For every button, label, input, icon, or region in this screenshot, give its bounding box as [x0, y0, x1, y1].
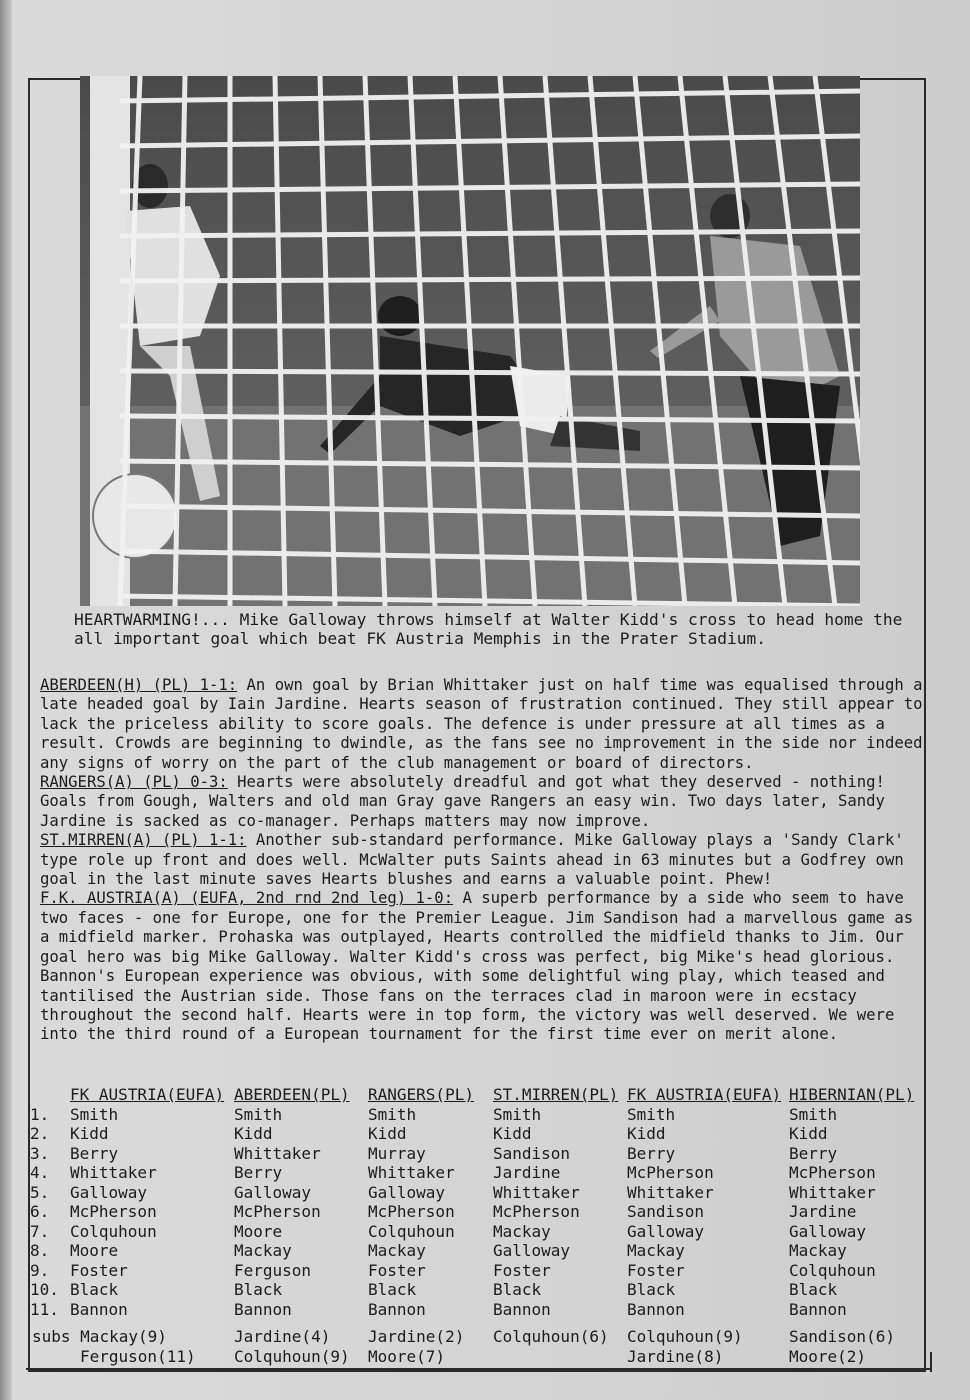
- bottom-border: [26, 1368, 932, 1370]
- player-name: Bannon: [368, 1299, 426, 1319]
- subs-label: subs: [32, 1327, 81, 1346]
- player-name: Mackay: [789, 1241, 847, 1260]
- subs-block: [368, 1327, 464, 1367]
- player-name: McPherson: [493, 1202, 580, 1221]
- player-name: McPherson: [789, 1163, 876, 1182]
- subs-block: [234, 1327, 350, 1367]
- match-reports: [40, 676, 930, 1045]
- player-name: Black: [789, 1280, 838, 1299]
- report-text: A superb performance by a side who seem to have two faces - one for Europe, one for the Premier League. Jim Sandison had a marvellous game as a midfield marker. Prohaska was outplayed, Hearts controlled the midfield thanks to Jim. Our goal hero was big Mike Galloway. Walter Kidd's cross was perfect, big Mike's head glorious. Bannon's European experience was obvious, with some delightful wing play, which teased and tantilised the Austrian side. Those fans on the terraces clad in maroon were in ecstacy throughout the second half. Hearts were in top form, the victory was well deserved. We were into the third round of a European tournament for the first time ever on merit alone.: [40, 889, 914, 1044]
- row-number: 5.: [30, 1182, 50, 1202]
- player-name: Jardine: [493, 1163, 561, 1182]
- player-name: Bannon: [493, 1299, 551, 1319]
- substitute: Colquhoun(6): [493, 1327, 609, 1346]
- substitute: Colquhoun(9): [627, 1327, 743, 1346]
- row-numbers: [30, 1085, 59, 1319]
- player-name: Foster: [70, 1260, 128, 1280]
- lineup-column: [70, 1085, 224, 1319]
- report-text: Hearts were absolutely dreadful and got what they deserved - nothing! Goals from Gough, Walters and old man Gray gave Rangers an easy win. Two days later, Sandy Jardine is sacked as co-manager. Perhaps matters may now improve.: [40, 773, 885, 830]
- player-name: Galloway: [627, 1221, 705, 1241]
- player-name: Colquhoun: [70, 1221, 157, 1241]
- report-text: An own goal by Brian Whittaker just on half time was equalised through a late headed goal by Iain Jardine. Hearts season of frustration continued. They still appear to lack the priceless ability to score goals. The defence is under pressure at all times as a result. Crowds are beginning to dwindle, as the fans see no improvement in the side nor indeed any signs of worry on the part of the club management or board of directors.: [40, 676, 923, 772]
- football-goal-photo: [80, 76, 860, 606]
- player-name: Sandison: [627, 1202, 705, 1221]
- player-name: Whittaker: [234, 1143, 321, 1163]
- player-name: Black: [627, 1280, 676, 1299]
- subs-block: [627, 1327, 743, 1367]
- substitute: Moore(7): [368, 1347, 446, 1366]
- player-name: Kidd: [493, 1124, 532, 1143]
- row-number: 11.: [30, 1299, 59, 1319]
- page-spine: [0, 0, 12, 1400]
- player-name: Murray: [368, 1143, 426, 1163]
- lineup-header: RANGERS(PL): [368, 1085, 474, 1104]
- substitute: Mackay(9): [80, 1327, 167, 1346]
- report-st-mirren: [40, 831, 930, 889]
- report-fk-austria: [40, 889, 930, 1044]
- substitute: Moore(2): [789, 1347, 867, 1366]
- row-number: 3.: [30, 1143, 50, 1163]
- row-number: 1.: [30, 1104, 50, 1124]
- player-name: Moore: [70, 1241, 119, 1260]
- lineup-header: FK AUSTRIA(EUFA): [70, 1085, 225, 1104]
- header-spacer: [30, 1085, 59, 1105]
- lineup-header: HIBERNIAN(PL): [789, 1085, 915, 1104]
- player-name: Galloway: [234, 1182, 312, 1202]
- player-name: Black: [234, 1280, 283, 1299]
- player-name: Mackay: [627, 1241, 685, 1260]
- player-name: Colquhoun: [789, 1260, 876, 1280]
- player-name: Berry: [234, 1163, 283, 1182]
- report-heading: F.K. AUSTRIA(A) (EUFA, 2nd rnd 2nd leg) 1-0:: [40, 889, 454, 908]
- player-name: Mackay: [234, 1241, 292, 1260]
- photo-caption: HEARTWARMING!... Mike Galloway throws himself at Walter Kidd's cross to head home the all important goal which beat FK Austria Memphis in the Prater Stadium.: [74, 610, 903, 648]
- substitute: Jardine(4): [234, 1327, 331, 1346]
- player-name: Kidd: [627, 1124, 666, 1143]
- lineup-column: [234, 1085, 350, 1319]
- player-name: Galloway: [368, 1182, 446, 1202]
- player-name: Ferguson: [234, 1260, 312, 1280]
- lineup-header: FK AUSTRIA(EUFA): [627, 1085, 782, 1104]
- player-name: McPherson: [234, 1202, 321, 1221]
- player-name: Berry: [627, 1143, 676, 1163]
- report-aberdeen: [40, 676, 930, 773]
- report-heading: RANGERS(A) (PL) 0-3:: [40, 773, 228, 792]
- report-heading: ABERDEEN(H) (PL) 1-1:: [40, 676, 238, 694]
- substitute: Sandison(6): [789, 1327, 895, 1346]
- substitute: Colquhoun(9): [234, 1347, 350, 1366]
- player-name: McPherson: [368, 1202, 455, 1221]
- report-heading: ST.MIRREN(A) (PL) 1-1:: [40, 831, 247, 850]
- player-name: Kidd: [70, 1124, 109, 1143]
- substitute: [493, 1347, 609, 1367]
- player-name: Mackay: [493, 1221, 551, 1241]
- player-name: McPherson: [627, 1163, 714, 1182]
- player-name: Galloway: [789, 1221, 867, 1241]
- row-number: 2.: [30, 1124, 50, 1143]
- subs-block: [789, 1327, 895, 1367]
- player-name: Kidd: [234, 1124, 273, 1143]
- row-number: 4.: [30, 1163, 50, 1182]
- player-name: Whittaker: [627, 1182, 714, 1202]
- player-name: Bannon: [234, 1299, 292, 1319]
- row-number: 8.: [30, 1241, 50, 1260]
- player-name: Berry: [70, 1143, 119, 1163]
- player-name: Colquhoun: [368, 1221, 455, 1241]
- lineup-column: [789, 1085, 914, 1319]
- player-name: Black: [493, 1280, 542, 1299]
- substitute: Jardine(8): [627, 1347, 724, 1366]
- lineup-header: ST.MIRREN(PL): [493, 1085, 619, 1104]
- player-name: Smith: [234, 1104, 283, 1124]
- player-name: Jardine: [789, 1202, 857, 1221]
- player-name: Kidd: [368, 1124, 407, 1143]
- subs-block: [493, 1327, 609, 1367]
- photo-illustration: [80, 76, 860, 606]
- substitute: Ferguson(11): [80, 1347, 196, 1366]
- player-name: Foster: [627, 1260, 685, 1280]
- subs-block: [32, 1327, 196, 1367]
- player-name: Whittaker: [70, 1163, 157, 1182]
- player-name: Bannon: [70, 1299, 128, 1319]
- player-name: Whittaker: [368, 1163, 455, 1182]
- player-name: Kidd: [789, 1124, 828, 1143]
- player-name: Foster: [493, 1260, 551, 1280]
- player-name: Galloway: [493, 1241, 571, 1260]
- player-name: Moore: [234, 1221, 283, 1241]
- player-name: Black: [70, 1280, 119, 1299]
- corner-mark: [930, 1352, 932, 1372]
- substitute: Jardine(2): [368, 1327, 465, 1346]
- report-text: Another sub-standard performance. Mike Galloway plays a 'Sandy Clark' type role up front and does well. McWalter puts Saints ahead in 63 minutes but a Godfrey own goal in the last minute saves Hearts blushes and earns a valuable point. Phew!: [40, 831, 904, 889]
- player-name: Smith: [627, 1104, 676, 1124]
- lineup-header: ABERDEEN(PL): [234, 1085, 350, 1104]
- row-number: 7.: [30, 1221, 50, 1241]
- player-name: Bannon: [627, 1299, 685, 1319]
- lineup-column: [627, 1085, 781, 1319]
- player-name: Smith: [70, 1104, 119, 1124]
- report-rangers: [40, 773, 930, 831]
- player-name: Smith: [789, 1104, 838, 1124]
- player-name: Foster: [368, 1260, 426, 1280]
- player-name: Whittaker: [789, 1182, 876, 1202]
- row-number: 6.: [30, 1202, 50, 1221]
- player-name: Bannon: [789, 1299, 847, 1319]
- row-number: 10.: [30, 1280, 59, 1299]
- player-name: Whittaker: [493, 1182, 580, 1202]
- player-name: Smith: [368, 1104, 417, 1124]
- player-name: Berry: [789, 1143, 838, 1163]
- player-name: Black: [368, 1280, 417, 1299]
- player-name: McPherson: [70, 1202, 157, 1221]
- row-number: 9.: [30, 1260, 50, 1280]
- player-name: Mackay: [368, 1241, 426, 1260]
- lineup-column: [493, 1085, 618, 1319]
- player-name: Sandison: [493, 1143, 571, 1163]
- player-name: Smith: [493, 1104, 542, 1124]
- player-name: Galloway: [70, 1182, 148, 1202]
- lineup-column: [368, 1085, 474, 1319]
